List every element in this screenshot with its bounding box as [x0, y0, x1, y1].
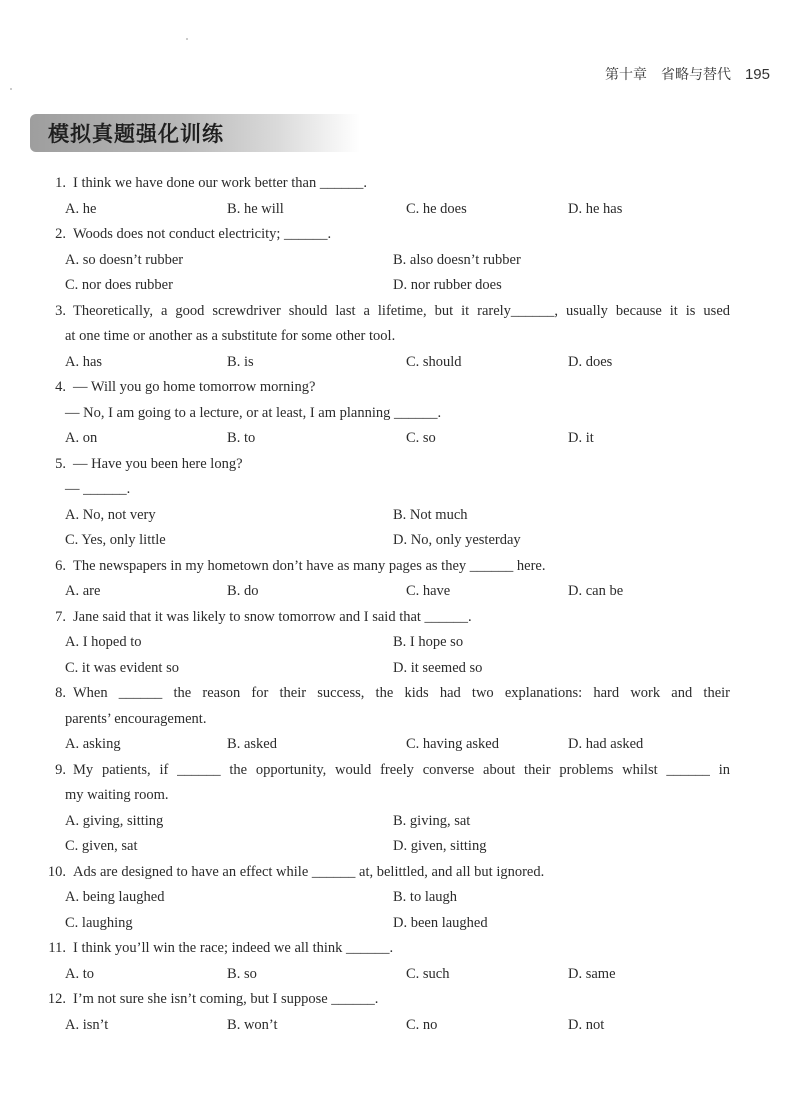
section-title: 模拟真题强化训练: [48, 122, 224, 146]
question-stem: When ______ the reason for their success, the kids had two explanations: hard work and their: [73, 685, 730, 701]
question-item: [38, 987, 730, 1038]
answer-option: C. it was evident so: [65, 659, 179, 676]
answer-option: A. are: [65, 583, 101, 599]
page-number: 195: [744, 66, 770, 83]
question-number: 12.: [47, 991, 66, 1007]
question-item: [38, 171, 730, 222]
answer-option: B. so: [227, 965, 257, 982]
question-stem: I think you’ll win the race; indeed we all think ______.: [73, 940, 394, 956]
options-row: [38, 503, 730, 529]
answer-option: A. has: [65, 353, 103, 370]
question-stem-continued: — No, I am going to a lecture, or at least, I am planning ______.: [65, 404, 442, 421]
question-stem-continued: — ______.: [65, 481, 131, 497]
answer-option: C. he does: [405, 200, 467, 217]
answer-option: D. No, only yesterday: [393, 532, 521, 548]
question-stem: The newspapers in my hometown don’t have as many pages as they ______ here.: [73, 557, 546, 574]
answer-option: A. No, not very: [65, 506, 156, 523]
answer-option: A. asking: [65, 736, 121, 752]
question-item: [38, 452, 730, 554]
question-item: [38, 681, 730, 758]
question-number: 2.: [55, 226, 66, 242]
answer-option: B. giving, sat: [393, 812, 471, 829]
question-item: [38, 605, 730, 682]
question-item: [38, 222, 730, 299]
answer-option: A. he: [65, 200, 97, 217]
question-stem: — Will you go home tomorrow morning?: [73, 379, 316, 395]
question-number: 5.: [55, 455, 66, 472]
question-stem: — Have you been here long?: [73, 455, 243, 472]
options-row: [38, 350, 730, 376]
answer-option: D. does: [567, 353, 613, 370]
question-item: [38, 860, 730, 937]
answer-option: C. so: [405, 430, 436, 446]
question-stem-continued: at one time or another as a substitute for some other tool.: [65, 328, 396, 344]
question-stem: I think we have done our work better than ______.: [73, 175, 367, 191]
answer-option: A. giving, sitting: [65, 812, 164, 829]
question-stem: My patients, if ______ the opportunity, would freely converse about their problems whilst ______ in: [73, 761, 730, 778]
question-number: 1.: [55, 175, 66, 191]
answer-option: D. it: [567, 430, 594, 446]
options-row: [38, 426, 730, 452]
answer-option: D. same: [567, 965, 616, 982]
options-row: [38, 732, 730, 758]
options-row: [38, 248, 730, 274]
question-stem: Ads are designed to have an effect while ______ at, belittled, and all but ignored.: [73, 863, 545, 880]
answer-option: C. have: [405, 583, 451, 599]
answer-option: B. to: [227, 430, 256, 446]
question-stem: Jane said that it was likely to snow tomorrow and I said that ______.: [73, 608, 472, 625]
answer-option: D. given, sitting: [393, 838, 487, 854]
question-stem: I’m not sure she isn’t coming, but I suppose ______.: [73, 991, 379, 1007]
answer-option: A. on: [65, 430, 98, 446]
question-item: [38, 936, 730, 987]
answer-option: C. laughing: [65, 914, 133, 931]
options-row: [38, 885, 730, 911]
question-list: [38, 171, 730, 1038]
scan-speck: [10, 88, 12, 90]
question-item: [38, 299, 730, 376]
options-row: [38, 834, 730, 860]
answer-option: B. asked: [227, 736, 277, 752]
answer-option: D. been laughed: [393, 914, 488, 931]
question-number: 4.: [55, 379, 66, 395]
answer-option: B. also doesn’t rubber: [393, 251, 521, 268]
question-number: 7.: [55, 608, 66, 625]
options-row: [38, 809, 730, 835]
answer-option: B. to laugh: [393, 889, 458, 905]
question-item: [38, 554, 730, 605]
answer-option: C. no: [405, 1016, 438, 1033]
answer-option: B. won’t: [227, 1016, 278, 1033]
answer-option: D. nor rubber does: [393, 277, 502, 293]
answer-option: C. having asked: [405, 736, 499, 752]
chapter-title: 第十章 省略与替代: [604, 67, 731, 83]
question-number: 11.: [48, 940, 66, 956]
answer-option: A. I hoped to: [65, 634, 142, 650]
question-stem: Woods does not conduct electricity; ______.: [73, 226, 332, 242]
options-row: [38, 630, 730, 656]
question-number: 3.: [55, 302, 66, 319]
section-banner: [30, 114, 360, 152]
answer-option: C. given, sat: [65, 838, 138, 854]
answer-option: D. it seemed so: [393, 659, 483, 676]
question-stem-continued: my waiting room.: [65, 787, 169, 803]
answer-option: B. Not much: [393, 506, 468, 523]
answer-option: A. being laughed: [65, 889, 165, 905]
question-number: 9.: [55, 761, 66, 778]
question-item: [38, 758, 730, 860]
answer-option: C. Yes, only little: [65, 532, 166, 548]
answer-option: B. do: [227, 583, 259, 599]
options-row: [38, 528, 730, 554]
answer-option: C. such: [405, 965, 450, 982]
page-header: [605, 64, 770, 84]
options-row: [38, 197, 730, 223]
answer-option: B. is: [227, 353, 254, 370]
options-row: [38, 273, 730, 299]
options-row: [38, 656, 730, 682]
answer-option: D. he has: [567, 200, 623, 217]
question-stem-continued: parents’ encouragement.: [65, 710, 207, 727]
answer-option: A. to: [65, 965, 94, 982]
question-stem: Theoretically, a good screwdriver should last a lifetime, but it rarely______, usually because it is used: [73, 302, 730, 319]
options-row: [38, 1013, 730, 1039]
scan-speck: [186, 38, 188, 40]
answer-option: D. can be: [567, 583, 624, 599]
question-number: 10.: [47, 863, 66, 880]
answer-option: D. had asked: [567, 736, 644, 752]
answer-option: A. isn’t: [65, 1016, 109, 1033]
answer-option: C. nor does rubber: [65, 277, 173, 293]
answer-option: A. so doesn’t rubber: [65, 251, 184, 268]
answer-option: B. he will: [227, 200, 284, 217]
options-row: [38, 579, 730, 605]
options-row: [38, 962, 730, 988]
options-row: [38, 911, 730, 937]
answer-option: B. I hope so: [393, 634, 464, 650]
answer-option: C. should: [405, 353, 462, 370]
question-item: [38, 375, 730, 452]
question-number: 8.: [55, 685, 66, 701]
question-number: 6.: [55, 557, 66, 574]
answer-option: D. not: [567, 1016, 605, 1033]
